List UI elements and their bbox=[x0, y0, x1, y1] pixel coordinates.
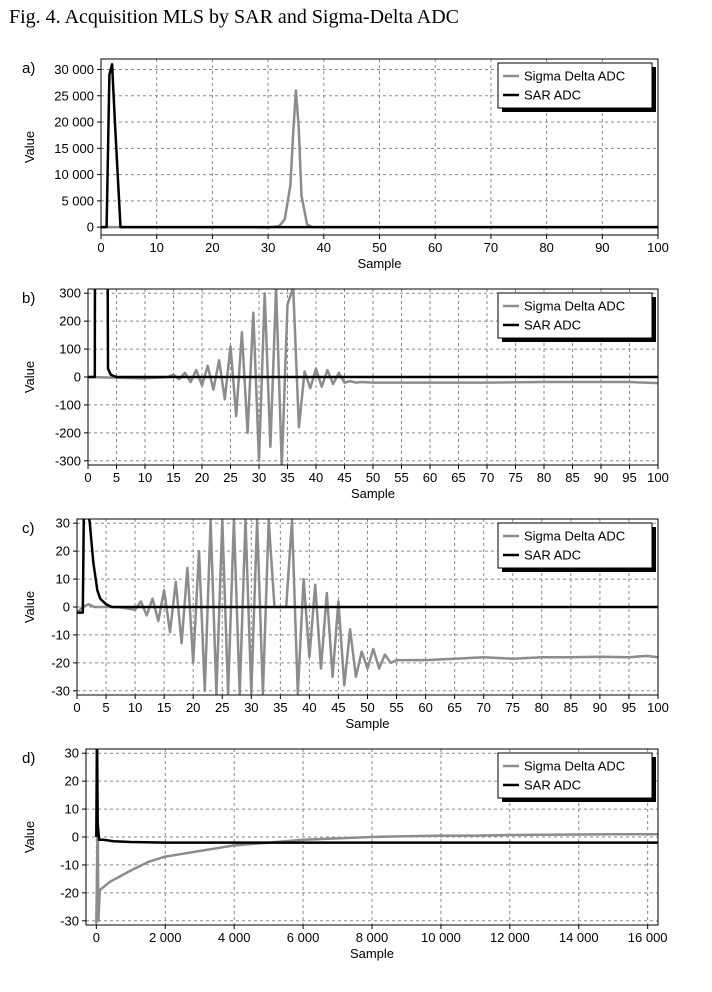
y-tick-label: 300 bbox=[59, 285, 81, 301]
x-axis-title: Sample bbox=[357, 256, 402, 271]
x-tick-label: 80 bbox=[539, 240, 554, 255]
x-tick-label: 10 bbox=[127, 700, 143, 715]
x-tick-label: 0 bbox=[73, 700, 81, 715]
panel-label: d) bbox=[22, 750, 36, 767]
y-tick-label: 10 bbox=[55, 571, 70, 587]
x-tick-label: 16 000 bbox=[627, 930, 668, 945]
panel-label: c) bbox=[22, 520, 35, 537]
y-tick-label: -10 bbox=[51, 627, 70, 643]
x-tick-label: 15 bbox=[156, 700, 172, 715]
y-tick-label: -30 bbox=[60, 913, 79, 929]
x-tick-label: 6 000 bbox=[286, 930, 320, 945]
x-tick-label: 70 bbox=[479, 470, 495, 485]
x-tick-label: 20 bbox=[205, 240, 220, 255]
x-tick-label: 60 bbox=[422, 470, 438, 485]
x-tick-label: 75 bbox=[505, 700, 520, 715]
x-tick-label: 25 bbox=[215, 700, 230, 715]
x-tick-label: 30 bbox=[260, 240, 276, 255]
x-tick-label: 50 bbox=[360, 700, 375, 715]
chart-panel-d bbox=[22, 725, 668, 961]
x-axis-title: Sample bbox=[350, 486, 396, 501]
x-tick-label: 80 bbox=[534, 700, 550, 715]
y-tick-label: 200 bbox=[59, 313, 81, 329]
x-tick-label: 10 bbox=[137, 470, 153, 485]
x-tick-label: 80 bbox=[536, 470, 552, 485]
x-tick-label: 0 bbox=[92, 930, 100, 945]
panel-label: b) bbox=[22, 290, 36, 307]
x-tick-label: 10 000 bbox=[421, 930, 461, 945]
x-tick-label: 45 bbox=[337, 470, 352, 485]
x-axis-title: Sample bbox=[349, 946, 395, 961]
x-tick-label: 14 000 bbox=[558, 930, 599, 945]
x-tick-label: 25 bbox=[223, 470, 238, 485]
x-tick-label: 40 bbox=[308, 470, 324, 485]
x-tick-label: 85 bbox=[565, 470, 580, 485]
legend-label: Sigma Delta ADC bbox=[524, 298, 626, 314]
x-tick-label: 50 bbox=[365, 470, 381, 485]
y-tick-label: -20 bbox=[60, 885, 79, 901]
y-tick-label: 20 bbox=[64, 773, 79, 789]
y-tick-label: 20 000 bbox=[54, 114, 94, 130]
x-tick-label: 35 bbox=[280, 470, 295, 485]
y-tick-label: -300 bbox=[54, 453, 81, 469]
x-tick-label: 70 bbox=[476, 700, 491, 715]
legend-label: SAR ADC bbox=[524, 777, 582, 793]
figure-title: Fig. 4. Acquisition MLS by SAR and Sigma-Delta ADC bbox=[9, 6, 460, 28]
x-tick-label: 95 bbox=[622, 470, 637, 485]
y-tick-label: 100 bbox=[59, 341, 81, 357]
x-tick-label: 20 bbox=[194, 470, 210, 485]
x-tick-label: 5 bbox=[112, 470, 121, 485]
y-axis-title: Value bbox=[22, 360, 37, 394]
y-tick-label: 30 bbox=[64, 745, 79, 761]
legend-label: SAR ADC bbox=[524, 87, 582, 103]
x-tick-label: 55 bbox=[394, 470, 409, 485]
x-tick-label: 70 bbox=[483, 240, 499, 255]
y-tick-label: 10 bbox=[64, 801, 79, 817]
legend-label: Sigma Delta ADC bbox=[524, 758, 626, 774]
x-tick-label: 2 000 bbox=[148, 930, 182, 945]
y-tick-label: -20 bbox=[51, 655, 70, 671]
chart-panel-c bbox=[22, 495, 669, 731]
y-tick-label: 30 000 bbox=[54, 62, 94, 78]
x-tick-label: 95 bbox=[621, 700, 637, 715]
x-tick-label: 65 bbox=[447, 700, 462, 715]
x-tick-label: 4 000 bbox=[217, 930, 251, 945]
y-tick-label: 10 000 bbox=[54, 167, 94, 183]
y-tick-label: 20 bbox=[55, 543, 70, 559]
x-tick-label: 100 bbox=[647, 470, 669, 485]
x-tick-label: 12 000 bbox=[489, 930, 530, 945]
x-tick-label: 60 bbox=[418, 700, 433, 715]
x-tick-label: 50 bbox=[372, 240, 387, 255]
x-axis-title: Sample bbox=[345, 716, 390, 731]
x-tick-label: 60 bbox=[427, 240, 443, 255]
legend-label: SAR ADC bbox=[524, 547, 582, 563]
x-tick-label: 90 bbox=[593, 470, 609, 485]
panel-label: a) bbox=[22, 60, 36, 77]
legend-label: SAR ADC bbox=[524, 317, 582, 333]
y-axis-title: Value bbox=[22, 820, 37, 854]
y-tick-label: 0 bbox=[73, 369, 81, 385]
x-tick-label: 5 bbox=[102, 700, 110, 715]
x-tick-label: 10 bbox=[149, 240, 164, 255]
y-tick-label: -100 bbox=[54, 397, 81, 413]
y-tick-label: 5 000 bbox=[61, 193, 94, 209]
x-tick-label: 75 bbox=[508, 470, 523, 485]
legend-label: Sigma Delta ADC bbox=[524, 68, 626, 84]
x-tick-label: 0 bbox=[84, 470, 92, 485]
x-tick-label: 30 bbox=[244, 700, 259, 715]
x-tick-label: 8 000 bbox=[355, 930, 389, 945]
y-tick-label: 15 000 bbox=[54, 140, 94, 156]
x-tick-label: 100 bbox=[647, 700, 669, 715]
x-tick-label: 100 bbox=[647, 240, 669, 255]
y-axis-title: Value bbox=[22, 130, 37, 164]
x-tick-label: 30 bbox=[251, 470, 267, 485]
x-tick-label: 40 bbox=[316, 240, 332, 255]
x-tick-label: 65 bbox=[451, 470, 466, 485]
x-tick-label: 45 bbox=[331, 700, 346, 715]
chart-panel-a bbox=[22, 59, 669, 271]
legend-label: Sigma Delta ADC bbox=[524, 528, 626, 544]
x-tick-label: 35 bbox=[273, 700, 288, 715]
y-tick-label: 0 bbox=[71, 829, 79, 845]
y-tick-label: 30 bbox=[55, 515, 70, 531]
x-tick-label: 0 bbox=[97, 240, 105, 255]
x-tick-label: 55 bbox=[389, 700, 404, 715]
x-tick-label: 90 bbox=[592, 700, 608, 715]
y-tick-label: -30 bbox=[51, 683, 70, 699]
y-tick-label: 0 bbox=[86, 219, 94, 235]
y-tick-label: 0 bbox=[62, 599, 70, 615]
x-tick-label: 40 bbox=[302, 700, 317, 715]
x-tick-label: 15 bbox=[166, 470, 181, 485]
y-tick-label: 25 000 bbox=[54, 88, 94, 104]
x-tick-label: 20 bbox=[185, 700, 201, 715]
y-axis-title: Value bbox=[22, 590, 37, 624]
x-tick-label: 85 bbox=[563, 700, 579, 715]
y-tick-label: -10 bbox=[60, 857, 79, 873]
y-tick-label: -200 bbox=[54, 425, 81, 441]
x-tick-label: 90 bbox=[595, 240, 610, 255]
